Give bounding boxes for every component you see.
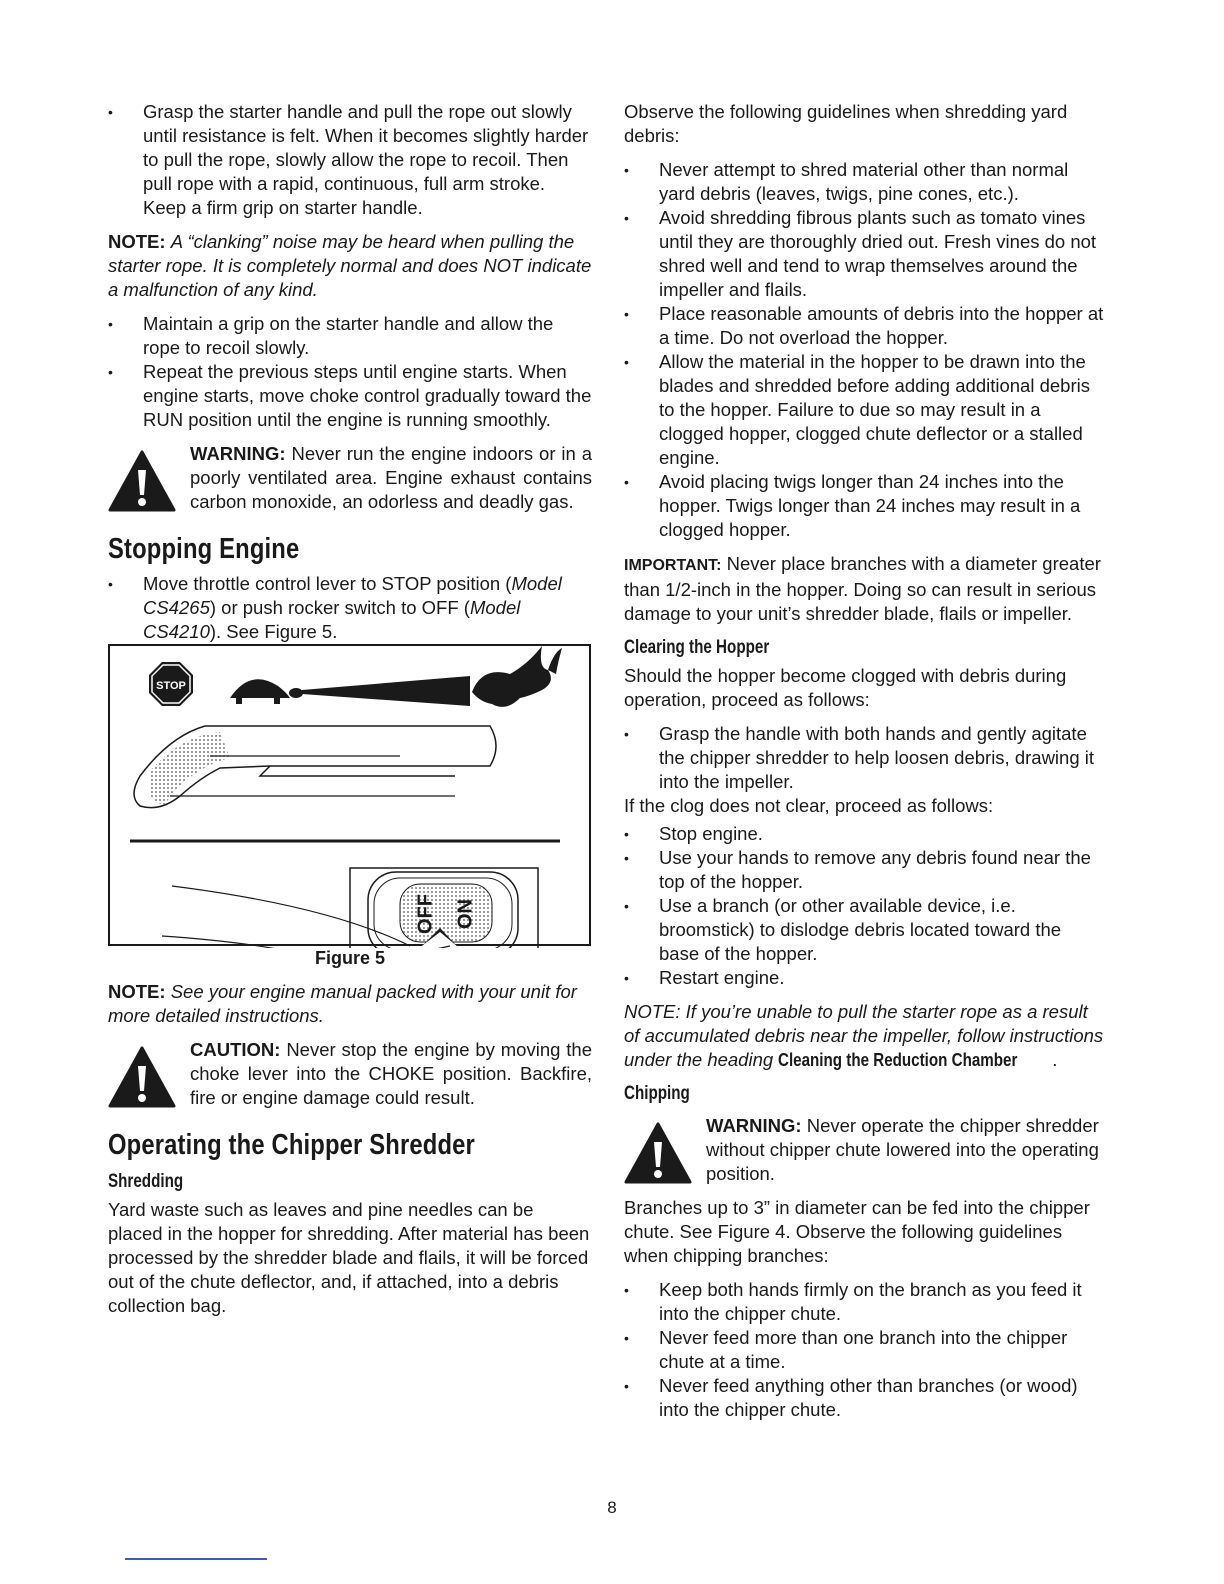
note-text: See your engine manual packed with your unit for more detailed instructions. <box>108 981 577 1026</box>
list-item: • Grasp the starter handle and pull the rope out slowly until resistance is felt. When it becomes slightly harder to pull the rope, slowly allow the rope to recoil. Then pull rope with a rapid, continuous, full arm stroke. Keep a firm grip on starter handle. <box>108 100 592 220</box>
heading-operating: Operating the Chipper Shredder <box>108 1129 475 1161</box>
shredding-guidelines-list <box>624 158 1104 542</box>
important-text: Never place branches with a diameter greater than 1/2-inch in the hopper. Doing so can result in serious damage to your unit’s shredder blade, flails or impeller. <box>624 553 1101 624</box>
speed-wedge <box>302 676 470 706</box>
turtle-icon <box>230 679 303 704</box>
clearing-list-2 <box>624 822 1104 990</box>
warning-text: Never operate the chipper shredder without chipper chute lowered into the operating position. <box>706 1115 1099 1184</box>
clearing-intro: Should the hopper become clogged with debris during operation, proceed as follows: <box>624 665 1067 710</box>
starting-steps-list <box>108 100 592 220</box>
heading-clearing-hopper: Clearing the Hopper <box>624 637 770 658</box>
text-run: Move throttle control lever to STOP position ( <box>143 573 512 594</box>
note-engine-manual <box>108 980 592 1028</box>
warning-triangle-icon <box>624 1122 692 1184</box>
caution-triangle-icon <box>108 1046 176 1108</box>
heading-reference: Cleaning the Reduction Chamber <box>778 1049 1018 1070</box>
caution-text: Never stop the engine by moving the choke lever into the CHOKE position. Backfire, fire or engine damage could result. <box>190 1039 592 1108</box>
list-item <box>108 572 592 644</box>
starting-steps-list-2 <box>108 312 592 432</box>
list-item: • Use your hands to remove any debris found near the top of the hopper. <box>624 846 1104 894</box>
important-label: IMPORTANT: <box>624 557 722 574</box>
chipping-guidelines-list <box>624 1278 1104 1422</box>
model-ref: Model CS4210 <box>143 597 521 642</box>
shredding-paragraph: Yard waste such as leaves and pine needles can be placed in the hopper for shredding. After material has been processed by the shredder blade and flails, it will be forced out of the chute deflector, and, if attached, into a debris collection bag. <box>108 1199 590 1316</box>
stop-sign-icon <box>149 662 193 706</box>
figure-5-illustration <box>108 644 591 946</box>
caution-choke <box>108 1038 592 1110</box>
rabbit-icon <box>472 646 562 707</box>
list-item: • Repeat the previous steps until engine starts. When engine starts, move choke control gradually toward the RUN position until the engine is running smoothly. <box>108 360 592 432</box>
footer-rule <box>125 1558 267 1560</box>
caution-label: CAUTION: <box>190 1039 281 1060</box>
warning-text: Never run the engine indoors or in a poorly ventilated area. Engine exhaust contains carbon monoxide, an odorless and deadly gas. <box>190 443 592 512</box>
off-label: OFF <box>414 894 437 934</box>
heading-shredding: Shredding <box>108 1171 184 1192</box>
important-note <box>624 552 1104 626</box>
warning-label: WARNING: <box>190 443 286 464</box>
warning-triangle-icon <box>108 450 176 512</box>
warning-chipper-chute <box>624 1114 1104 1186</box>
list-item: • Allow the material in the hopper to be drawn into the blades and shredded before adding additional debris to the hopper. Failure to due so may result in a clogged hopper, clogged chute deflector or a stalled engine. <box>624 350 1104 470</box>
clearing-list-1 <box>624 722 1104 794</box>
heading-chipping: Chipping <box>624 1083 690 1104</box>
left-column <box>108 100 592 1328</box>
throttle-lever <box>134 726 496 808</box>
list-item: • Keep both hands firmly on the branch as you feed it into the chipper chute. <box>624 1278 1104 1326</box>
warning-label: WARNING: <box>706 1115 802 1136</box>
list-item: • Avoid placing twigs longer than 24 inches into the hopper. Twigs longer than 24 inches may result in a clogged hopper. <box>624 470 1104 542</box>
list-item: • Use a branch (or other available device, i.e. broomstick) to dislodge debris located toward the base of the hopper. <box>624 894 1104 966</box>
note-label: NOTE: <box>108 981 166 1002</box>
throttle-switch-drawing <box>110 646 593 948</box>
figure-caption: Figure 5 <box>314 948 385 968</box>
warning-carbon-monoxide <box>108 442 592 514</box>
text-run: . <box>1052 1049 1058 1070</box>
list-item: • Restart engine. <box>624 966 1104 990</box>
list-item: • Never attempt to shred material other than normal yard debris (leaves, twigs, pine cones, etc.). <box>624 158 1104 206</box>
chipping-paragraph: Branches up to 3” in diameter can be fed into the chipper chute. See Figure 4. Observe the following guidelines when chipping branches: <box>624 1197 1090 1266</box>
list-item: • Grasp the handle with both hands and gently agitate the chipper shredder to help loosen debris, drawing it into the impeller. <box>624 722 1104 794</box>
text-run: ) or push rocker switch to OFF ( <box>209 597 470 618</box>
stop-sign-text: STOP <box>156 680 186 692</box>
stopping-list <box>108 572 592 644</box>
list-item: • Stop engine. <box>624 822 1104 846</box>
note-clanking <box>108 230 592 302</box>
list-item: • Never feed anything other than branches (or wood) into the chipper chute. <box>624 1374 1104 1422</box>
note-starter-rope <box>624 1000 1104 1072</box>
page-number: 8 <box>607 1498 617 1517</box>
model-ref: Model CS4265 <box>143 573 562 618</box>
list-item: • Never feed more than one branch into the chipper chute at a time. <box>624 1326 1104 1374</box>
list-item: • Place reasonable amounts of debris into the hopper at a time. Do not overload the hopper. <box>624 302 1104 350</box>
list-item: • Avoid shredding fibrous plants such as tomato vines until they are thoroughly dried out. Fresh vines do not shred well and tend to wrap themselves around the impeller and flails. <box>624 206 1104 302</box>
shredding-intro: Observe the following guidelines when shredding yard debris: <box>624 101 1068 146</box>
text-run: ). See Figure 5. <box>209 621 338 642</box>
note-text: A “clanking” noise may be heard when pulling the starter rope. It is completely normal and does NOT indicate a malfunction of any kind. <box>108 231 592 300</box>
heading-stopping-engine: Stopping Engine <box>108 533 300 565</box>
note-text: NOTE: If you’re unable to pull the starter rope as a result of accumulated debris near the impeller, follow instructions under the heading <box>624 1001 1104 1070</box>
clog-text: If the clog does not clear, proceed as follows: <box>624 795 994 816</box>
note-label: NOTE: <box>108 231 166 252</box>
on-label: ON <box>454 899 477 929</box>
right-column <box>624 100 1104 1432</box>
list-item: • Maintain a grip on the starter handle and allow the rope to recoil slowly. <box>108 312 592 360</box>
